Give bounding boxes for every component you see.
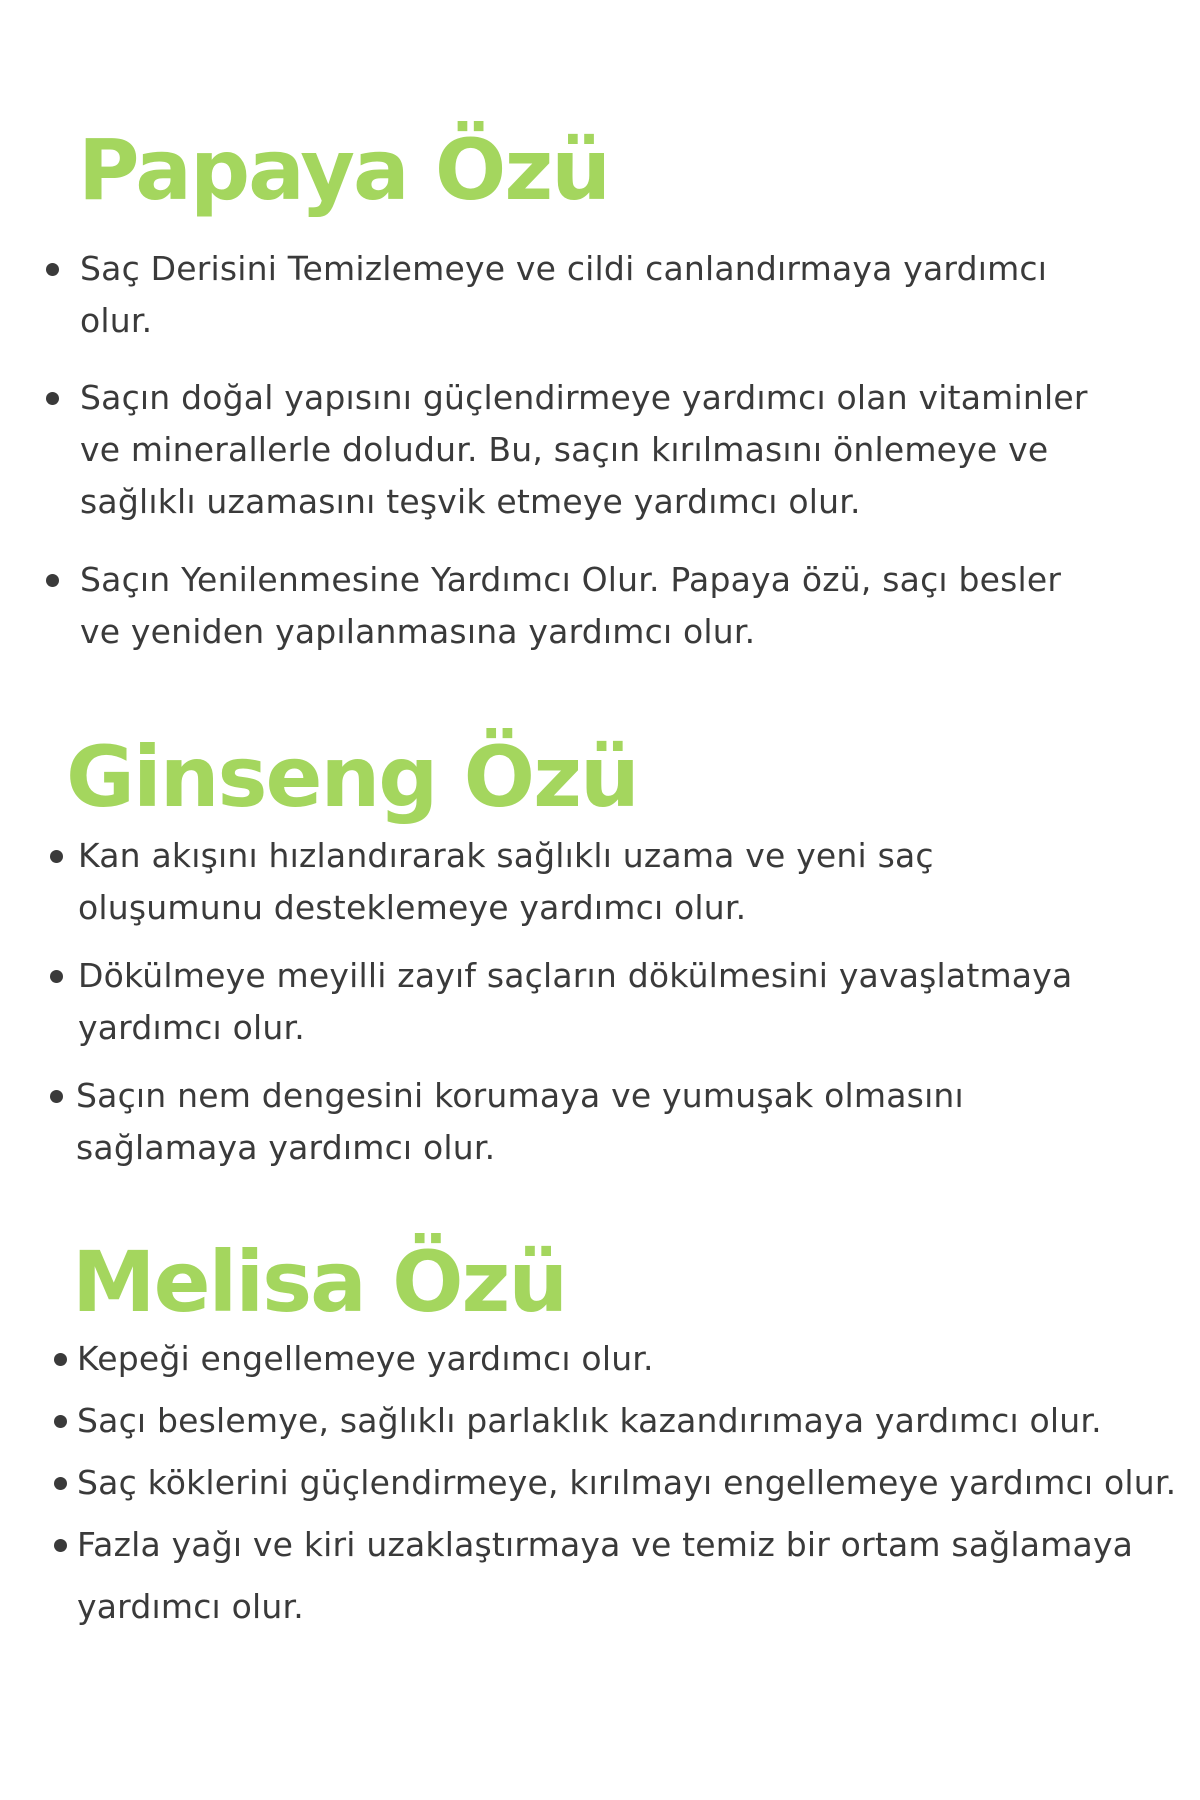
list-item-text: Saç köklerini güçlendirmeye, kırılmayı engellemeye yardımcı olur.	[77, 1463, 1177, 1502]
melisa-benefits-list	[0, 1328, 1200, 1638]
bullet-dot-icon	[54, 1353, 67, 1366]
list-item	[0, 554, 1200, 658]
bullet-dot-icon	[54, 1539, 67, 1552]
list-item	[0, 1328, 1200, 1390]
list-item	[0, 1390, 1200, 1452]
list-item-text: Dökülmeye meyilli zayıf saçların dökülmesini yavaşlatmaya yardımcı olur.	[78, 956, 1073, 1047]
list-item	[0, 243, 1200, 347]
ginseng-heading: Ginseng Özü	[66, 728, 638, 826]
bullet-dot-icon	[46, 574, 59, 587]
ginseng-benefits-list	[0, 830, 1200, 1190]
list-item-text: Saçın Yenilenmesine Yardımcı Olur. Papaya özü, saçı besler ve yeniden yapılanmasına yardımcı olur.	[80, 560, 1062, 651]
melisa-heading: Melisa Özü	[72, 1233, 567, 1331]
bullet-dot-icon	[50, 1090, 63, 1103]
bullet-dot-icon	[46, 263, 59, 276]
list-item-text: Kepeği engellemeye yardımcı olur.	[77, 1339, 654, 1378]
list-item	[0, 1070, 1200, 1174]
bullet-dot-icon	[46, 392, 59, 405]
papaya-heading: Papaya Özü	[78, 121, 610, 219]
papaya-benefits-list	[0, 243, 1200, 683]
list-item	[0, 1514, 1200, 1638]
bullet-dot-icon	[50, 850, 63, 863]
list-item-text: Kan akışını hızlandırarak sağlıklı uzama ve yeni saç oluşumunu desteklemeye yardımcı olur.	[78, 836, 934, 927]
list-item	[0, 830, 1200, 934]
list-item	[0, 1452, 1200, 1514]
list-item-text: Saçı beslemye, sağlıklı parlaklık kazandırımaya yardımcı olur.	[77, 1401, 1102, 1440]
list-item-text: Fazla yağı ve kiri uzaklaştırmaya ve temiz bir ortam sağlamaya yardımcı olur.	[77, 1525, 1134, 1626]
list-item	[0, 372, 1200, 528]
list-item	[0, 950, 1200, 1054]
list-item-text: Saçın doğal yapısını güçlendirmeye yardımcı olan vitaminler ve minerallerle doludur. Bu, saçın kırılmasını önlemeye ve sağlıklı uzamasını teşvik etmeye yardımcı olur.	[80, 378, 1088, 521]
bullet-dot-icon	[54, 1477, 67, 1490]
bullet-dot-icon	[50, 970, 63, 983]
bullet-dot-icon	[54, 1415, 67, 1428]
list-item-text: Saç Derisini Temizlemeye ve cildi canlandırmaya yardımcı olur.	[80, 249, 1048, 340]
list-item-text: Saçın nem dengesini korumaya ve yumuşak olmasını sağlamaya yardımcı olur.	[76, 1076, 964, 1167]
